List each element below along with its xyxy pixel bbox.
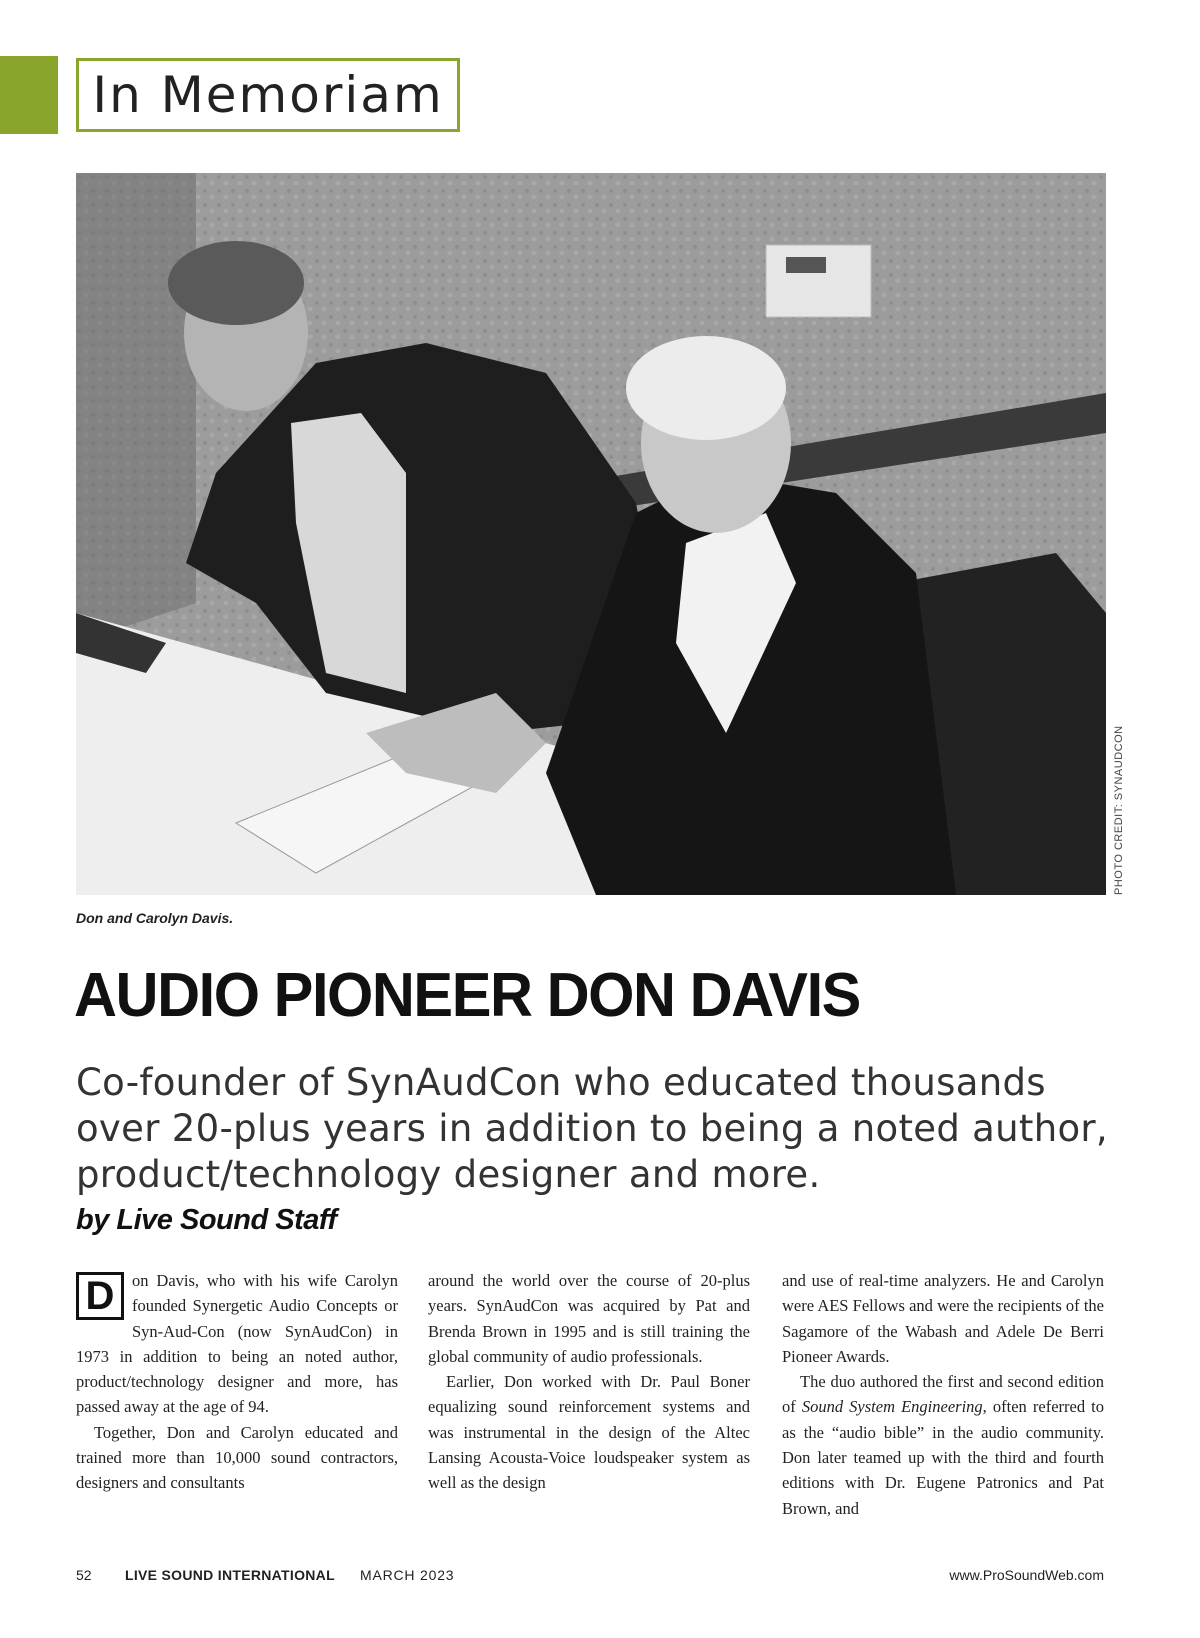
photo-caption: Don and Carolyn Davis.	[76, 910, 234, 926]
paragraph	[782, 1369, 1104, 1521]
paragraph	[76, 1268, 398, 1420]
book-title: Sound System Engineering	[801, 1397, 983, 1417]
website-url: www.ProSoundWeb.com	[949, 1567, 1104, 1583]
article-photo	[76, 173, 1106, 895]
byline: by Live Sound Staff	[76, 1204, 337, 1236]
deck-subtitle: Co-founder of SynAudCon who educated thousands over 20-plus years in addition to being a noted author, product/technology designer and more.	[76, 1061, 1108, 1196]
paragraph: Earlier, Don worked with Dr. Paul Boner equalizing sound reinforcement systems and was instrumental in the design of the Altec Lansing Acousta-Voice loudspeaker system as well as the design	[428, 1372, 750, 1493]
page-number: 52	[76, 1567, 92, 1583]
body-column-1	[76, 1268, 398, 1496]
body-column-3	[782, 1268, 1104, 1521]
paragraph-text: , often referred to as the “audio bible” in the audio community. Don later teamed up with the third and fourth editions with Dr. Eugene Patronics and Pat Brown, and	[782, 1397, 1105, 1518]
paragraph-text: on Davis, who with his wife Carolyn founded Synergetic Audio Concepts or Syn-Aud-Con (now SynAudCon) in 1973 in addition to being an noted author, product/technology designer and more, has passed away at the age of 94.	[76, 1271, 398, 1417]
paragraph: Together, Don and Carolyn educated and trained more than 10,000 sound contractors, designers and consultants	[76, 1422, 398, 1493]
section-label-box	[76, 58, 460, 132]
photo-credit: PHOTO CREDIT: SYNAUDCON	[1113, 725, 1125, 895]
body-column-2	[428, 1268, 750, 1496]
drop-cap: D	[76, 1272, 124, 1320]
headline: AUDIO PIONEER DON DAVIS	[74, 961, 860, 1030]
issue-date: MARCH 2023	[360, 1567, 455, 1583]
magazine-name: LIVE SOUND INTERNATIONAL	[125, 1567, 335, 1583]
section-accent-bar	[0, 56, 58, 134]
section-label: In Memoriam	[92, 66, 444, 124]
paragraph: and use of real-time analyzers. He and Carolyn were AES Fellows and were the recipients of the Sagamore of the Wabash and Adele De Berri Pioneer Awards.	[782, 1271, 1104, 1366]
paragraph: around the world over the course of 20-plus years. SynAudCon was acquired by Pat and Brenda Brown in 1995 and is still training the global community of audio professionals.	[428, 1271, 750, 1366]
paragraph-text: The duo authored the first and second edition of	[782, 1372, 1104, 1417]
